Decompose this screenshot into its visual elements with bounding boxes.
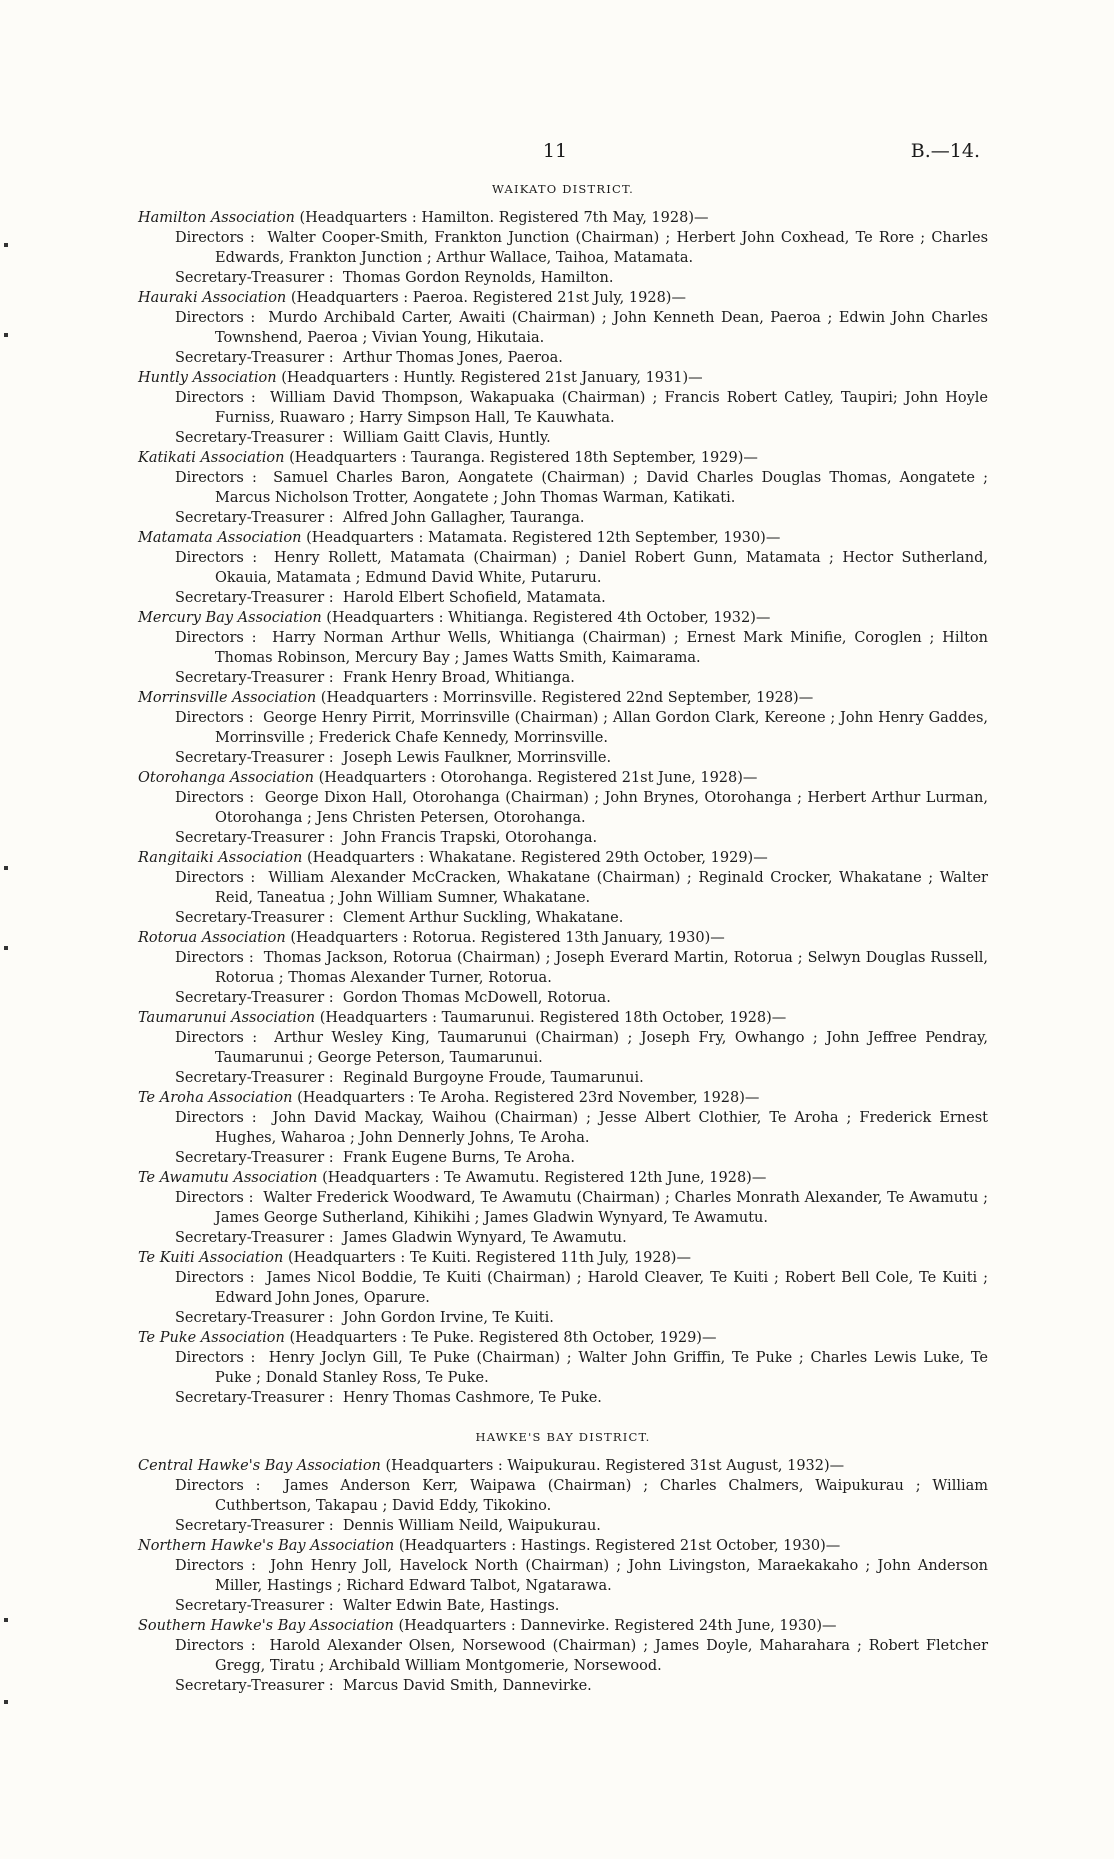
secretary-label: Secretary-Treasurer : [175, 670, 334, 686]
secretary-label: Secretary-Treasurer : [175, 1310, 334, 1326]
secretary-label: Secretary-Treasurer : [175, 350, 334, 366]
association-entry [138, 1328, 988, 1408]
secretary-line [138, 828, 988, 848]
directors-label: Directors : [175, 310, 256, 326]
secretary-name: Reginald Burgoyne Froude, Taumarunui. [342, 1070, 644, 1086]
directors-list: James Anderson Kerr, Waipawa (Chairman) ; Charles Chalmers, Waipukurau ; William Cuthbertson, Takapau ; David Eddy, Tikokino. [215, 1478, 989, 1514]
page-number: 11 [542, 140, 568, 162]
directors-label: Directors : [175, 710, 254, 726]
directors-line [138, 1348, 988, 1388]
association-header [138, 688, 988, 708]
directors-label: Directors : [175, 790, 255, 806]
secretary-label: Secretary-Treasurer : [175, 990, 334, 1006]
secretary-name: John Francis Trapski, Otorohanga. [342, 830, 598, 846]
association-header [138, 1328, 988, 1348]
association-header [138, 448, 988, 468]
directors-label: Directors : [175, 1190, 254, 1206]
association-header [138, 768, 988, 788]
district-heading: HAWKE'S BAY DISTRICT. [475, 1430, 651, 1444]
directors-list: Walter Cooper-Smith, Frankton Junction (Chairman) ; Herbert John Coxhead, Te Rore ; Charles Edwards, Frankton Junction ; Arthur Wallace, Taihoa, Matamata. [215, 230, 989, 266]
association-entry [138, 1536, 988, 1616]
directors-list: Samuel Charles Baron, Aongatete (Chairman) ; David Charles Douglas Thomas, Aongatete ; Marcus Nicholson Trotter, Aongatete ; John Thomas Warman, Katikati. [215, 470, 988, 506]
directors-line [138, 388, 988, 428]
secretary-line [138, 1596, 988, 1616]
association-header [138, 928, 988, 948]
secretary-name: Harold Elbert Schofield, Matamata. [342, 590, 606, 606]
directors-list: William Alexander McCracken, Whakatane (Chairman) ; Reginald Crocker, Whakatane ; Walter Reid, Taneatua ; John William Sumner, Whakatane. [215, 870, 988, 906]
directors-line [138, 548, 988, 588]
association-registration: (Headquarters : Hastings. Registered 21st October, 1930)— [398, 1538, 841, 1554]
association-registration: (Headquarters : Te Puke. Registered 8th October, 1929)— [289, 1330, 717, 1346]
directors-list: Walter Frederick Woodward, Te Awamutu (Chairman) ; Charles Monrath Alexander, Te Awamutu ; James George Sutherland, Kihikihi ; James Gladwin Wynyard, Te Awamutu. [215, 1190, 989, 1226]
association-entry [138, 448, 988, 528]
secretary-label: Secretary-Treasurer : [175, 750, 334, 766]
directors-line [138, 948, 988, 988]
secretary-line [138, 588, 988, 608]
association-header [138, 208, 988, 228]
association-name: Te Puke Association [138, 1330, 285, 1346]
association-name: Northern Hawke's Bay Association [138, 1538, 395, 1554]
district-section [138, 180, 988, 1408]
secretary-label: Secretary-Treasurer : [175, 590, 334, 606]
secretary-line [138, 1388, 988, 1408]
association-name: Central Hawke's Bay Association [138, 1458, 381, 1474]
secretary-label: Secretary-Treasurer : [175, 1390, 334, 1406]
secretary-line [138, 1148, 988, 1168]
association-registration: (Headquarters : Te Awamutu. Registered 12th June, 1928)— [322, 1170, 767, 1186]
association-registration: (Headquarters : Whakatane. Registered 29th October, 1929)— [306, 850, 768, 866]
association-entry [138, 528, 988, 608]
association-name: Taumarunui Association [138, 1010, 316, 1026]
association-header [138, 288, 988, 308]
secretary-name: Joseph Lewis Faulkner, Morrinsville. [342, 750, 612, 766]
association-entry [138, 1248, 988, 1328]
association-header [138, 1456, 988, 1476]
secretary-name: James Gladwin Wynyard, Te Awamutu. [342, 1230, 627, 1246]
secretary-label: Secretary-Treasurer : [175, 1518, 334, 1534]
association-registration: (Headquarters : Morrinsville. Registered 22nd September, 1928)— [320, 690, 814, 706]
association-header [138, 1088, 988, 1108]
directors-label: Directors : [175, 230, 255, 246]
association-name: Huntly Association [138, 370, 277, 386]
association-header [138, 1168, 988, 1188]
association-header [138, 528, 988, 548]
directors-list: Thomas Jackson, Rotorua (Chairman) ; Joseph Everard Martin, Rotorua ; Selwyn Douglas Russell, Rotorua ; Thomas Alexander Turner, Rotorua. [215, 950, 989, 986]
association-registration: (Headquarters : Taumarunui. Registered 18th October, 1928)— [319, 1010, 787, 1026]
secretary-line [138, 508, 988, 528]
directors-list: John David Mackay, Waihou (Chairman) ; Jesse Albert Clothier, Te Aroha ; Frederick Ernest Hughes, Waharoa ; John Dennerly Johns, Te Aroha. [215, 1110, 988, 1146]
association-entry [138, 1088, 988, 1168]
secretary-label: Secretary-Treasurer : [175, 270, 334, 286]
district-heading: WAIKATO DISTRICT. [492, 182, 634, 196]
secretary-label: Secretary-Treasurer : [175, 1230, 334, 1246]
directors-line [138, 788, 988, 828]
association-header [138, 1008, 988, 1028]
directors-line [138, 228, 988, 268]
secretary-name: Thomas Gordon Reynolds, Hamilton. [342, 270, 614, 286]
association-registration: (Headquarters : Paeroa. Registered 21st July, 1928)— [290, 290, 686, 306]
secretary-name: William Gaitt Clavis, Huntly. [342, 430, 551, 446]
association-registration: (Headquarters : Huntly. Registered 21st January, 1931)— [281, 370, 703, 386]
association-name: Southern Hawke's Bay Association [138, 1618, 394, 1634]
directors-list: James Nicol Boddie, Te Kuiti (Chairman) ; Harold Cleaver, Te Kuiti ; Robert Bell Cole, Te Kuiti ; Edward John Jones, Oparure. [215, 1270, 988, 1306]
directors-line [138, 1268, 988, 1308]
secretary-label: Secretary-Treasurer : [175, 510, 334, 526]
directors-label: Directors : [175, 630, 257, 646]
secretary-line [138, 348, 988, 368]
association-registration: (Headquarters : Otorohanga. Registered 21st June, 1928)— [318, 770, 758, 786]
association-registration: (Headquarters : Tauranga. Registered 18th September, 1929)— [289, 450, 758, 466]
secretary-label: Secretary-Treasurer : [175, 1070, 334, 1086]
margin-mark [4, 946, 8, 950]
secretary-line [138, 268, 988, 288]
directors-label: Directors : [175, 1478, 261, 1494]
secretary-name: Walter Edwin Bate, Hastings. [342, 1598, 560, 1614]
directors-line [138, 468, 988, 508]
secretary-label: Secretary-Treasurer : [175, 1150, 334, 1166]
secretary-name: Marcus David Smith, Dannevirke. [342, 1678, 592, 1694]
directors-line [138, 1188, 988, 1228]
directors-line [138, 1028, 988, 1068]
association-name: Matamata Association [138, 530, 302, 546]
association-entry [138, 1008, 988, 1088]
directors-label: Directors : [175, 870, 256, 886]
association-entry [138, 1168, 988, 1248]
association-name: Hamilton Association [138, 210, 295, 226]
secretary-name: Arthur Thomas Jones, Paeroa. [342, 350, 563, 366]
association-header [138, 1536, 988, 1556]
margin-mark [4, 866, 8, 870]
secretary-line [138, 1228, 988, 1248]
directors-list: John Henry Joll, Havelock North (Chairman) ; John Livingston, Maraekakaho ; John Anderson Miller, Hastings ; Richard Edward Talbot, Ngatarawa. [215, 1558, 989, 1594]
directors-line [138, 1108, 988, 1148]
directors-list: Arthur Wesley King, Taumarunui (Chairman) ; Joseph Fry, Owhango ; John Jeffree Pendray, Taumarunui ; George Peterson, Taumarunui. [215, 1030, 989, 1066]
directors-list: George Dixon Hall, Otorohanga (Chairman) ; John Brynes, Otorohanga ; Herbert Arthur Lurman, Otorohanga ; Jens Christen Petersen, Otorohanga. [215, 790, 988, 826]
association-name: Te Kuiti Association [138, 1250, 284, 1266]
association-entry [138, 768, 988, 848]
directors-list: George Henry Pirrit, Morrinsville (Chairman) ; Allan Gordon Clark, Kereone ; John Henry Gaddes, Morrinsville ; Frederick Chafe Kennedy, Morrinsville. [215, 710, 989, 746]
directors-line [138, 1556, 988, 1596]
association-name: Te Aroha Association [138, 1090, 293, 1106]
association-entry [138, 688, 988, 768]
document-reference: B.—14. [910, 140, 980, 162]
association-entry [138, 608, 988, 688]
secretary-line [138, 428, 988, 448]
directors-label: Directors : [175, 950, 254, 966]
association-entry [138, 848, 988, 928]
association-name: Hauraki Association [138, 290, 287, 306]
secretary-name: Dennis William Neild, Waipukurau. [342, 1518, 601, 1534]
secretary-label: Secretary-Treasurer : [175, 1598, 334, 1614]
secretary-line [138, 1676, 988, 1696]
directors-label: Directors : [175, 1270, 255, 1286]
association-registration: (Headquarters : Dannevirke. Registered 24th June, 1930)— [398, 1618, 837, 1634]
secretary-name: Alfred John Gallagher, Tauranga. [342, 510, 585, 526]
association-registration: (Headquarters : Matamata. Registered 12th September, 1930)— [306, 530, 781, 546]
secretary-line [138, 748, 988, 768]
association-registration: (Headquarters : Whitianga. Registered 4th October, 1932)— [326, 610, 771, 626]
association-header [138, 368, 988, 388]
secretary-label: Secretary-Treasurer : [175, 430, 334, 446]
association-entry [138, 288, 988, 368]
secretary-name: Frank Henry Broad, Whitianga. [342, 670, 575, 686]
directors-list: Harold Alexander Olsen, Norsewood (Chairman) ; James Doyle, Maharahara ; Robert Fletcher Gregg, Tiratu ; Archibald William Montgomerie, Norsewood. [215, 1638, 989, 1674]
association-name: Te Awamutu Association [138, 1170, 318, 1186]
association-header [138, 848, 988, 868]
association-registration: (Headquarters : Te Kuiti. Registered 11th July, 1928)— [287, 1250, 691, 1266]
association-registration: (Headquarters : Hamilton. Registered 7th May, 1928)— [299, 210, 709, 226]
secretary-line [138, 1068, 988, 1088]
secretary-label: Secretary-Treasurer : [175, 1678, 334, 1694]
association-entry [138, 928, 988, 1008]
secretary-line [138, 988, 988, 1008]
directors-label: Directors : [175, 470, 257, 486]
directors-list: Harry Norman Arthur Wells, Whitianga (Chairman) ; Ernest Mark Minifie, Coroglen ; Hilton Thomas Robinson, Mercury Bay ; James Watts Smith, Kaimarama. [215, 630, 988, 666]
secretary-line [138, 1308, 988, 1328]
directors-label: Directors : [175, 1638, 256, 1654]
directors-line [138, 868, 988, 908]
directors-line [138, 708, 988, 748]
secretary-name: Frank Eugene Burns, Te Aroha. [342, 1150, 575, 1166]
association-entry [138, 1616, 988, 1696]
secretary-name: Clement Arthur Suckling, Whakatane. [342, 910, 624, 926]
association-header [138, 608, 988, 628]
association-name: Katikati Association [138, 450, 285, 466]
directors-line [138, 308, 988, 348]
margin-mark [4, 243, 8, 247]
association-entry [138, 368, 988, 448]
secretary-label: Secretary-Treasurer : [175, 910, 334, 926]
directors-label: Directors : [175, 1350, 256, 1366]
association-header [138, 1248, 988, 1268]
association-name: Rotorua Association [138, 930, 286, 946]
secretary-line [138, 1516, 988, 1536]
secretary-line [138, 668, 988, 688]
margin-mark [4, 1618, 8, 1622]
association-name: Morrinsville Association [138, 690, 317, 706]
margin-mark [4, 1700, 8, 1704]
directors-line [138, 1476, 988, 1516]
document-body [138, 180, 988, 1696]
directors-list: Murdo Archibald Carter, Awaiti (Chairman) ; John Kenneth Dean, Paeroa ; Edwin John Charles Townshend, Paeroa ; Vivian Young, Hikutaia. [215, 310, 988, 346]
secretary-name: John Gordon Irvine, Te Kuiti. [342, 1310, 554, 1326]
association-name: Otorohanga Association [138, 770, 314, 786]
district-section [138, 1428, 988, 1696]
secretary-name: Gordon Thomas McDowell, Rotorua. [342, 990, 611, 1006]
directors-label: Directors : [175, 550, 258, 566]
association-entry [138, 1456, 988, 1536]
association-entry [138, 208, 988, 288]
directors-label: Directors : [175, 390, 256, 406]
directors-list: Henry Joclyn Gill, Te Puke (Chairman) ; Walter John Griffin, Te Puke ; Charles Lewis Luke, Te Puke ; Donald Stanley Ross, Te Puke. [215, 1350, 988, 1386]
directors-list: William David Thompson, Wakapuaka (Chairman) ; Francis Robert Catley, Taupiri; John Hoyle Furniss, Ruawaro ; Harry Simpson Hall, Te Kauwhata. [215, 390, 988, 426]
directors-label: Directors : [175, 1558, 256, 1574]
directors-line [138, 1636, 988, 1676]
association-header [138, 1616, 988, 1636]
margin-mark [4, 333, 8, 337]
association-registration: (Headquarters : Waipukurau. Registered 31st August, 1932)— [385, 1458, 845, 1474]
association-registration: (Headquarters : Te Aroha. Registered 23rd November, 1928)— [297, 1090, 760, 1106]
directors-label: Directors : [175, 1110, 257, 1126]
directors-line [138, 628, 988, 668]
association-name: Mercury Bay Association [138, 610, 322, 626]
secretary-line [138, 908, 988, 928]
directors-list: Henry Rollett, Matamata (Chairman) ; Daniel Robert Gunn, Matamata ; Hector Sutherland, Okauia, Matamata ; Edmund David White, Putaruru. [215, 550, 988, 586]
secretary-label: Secretary-Treasurer : [175, 830, 334, 846]
secretary-name: Henry Thomas Cashmore, Te Puke. [342, 1390, 602, 1406]
association-name: Rangitaiki Association [138, 850, 303, 866]
directors-label: Directors : [175, 1030, 258, 1046]
association-registration: (Headquarters : Rotorua. Registered 13th January, 1930)— [290, 930, 725, 946]
